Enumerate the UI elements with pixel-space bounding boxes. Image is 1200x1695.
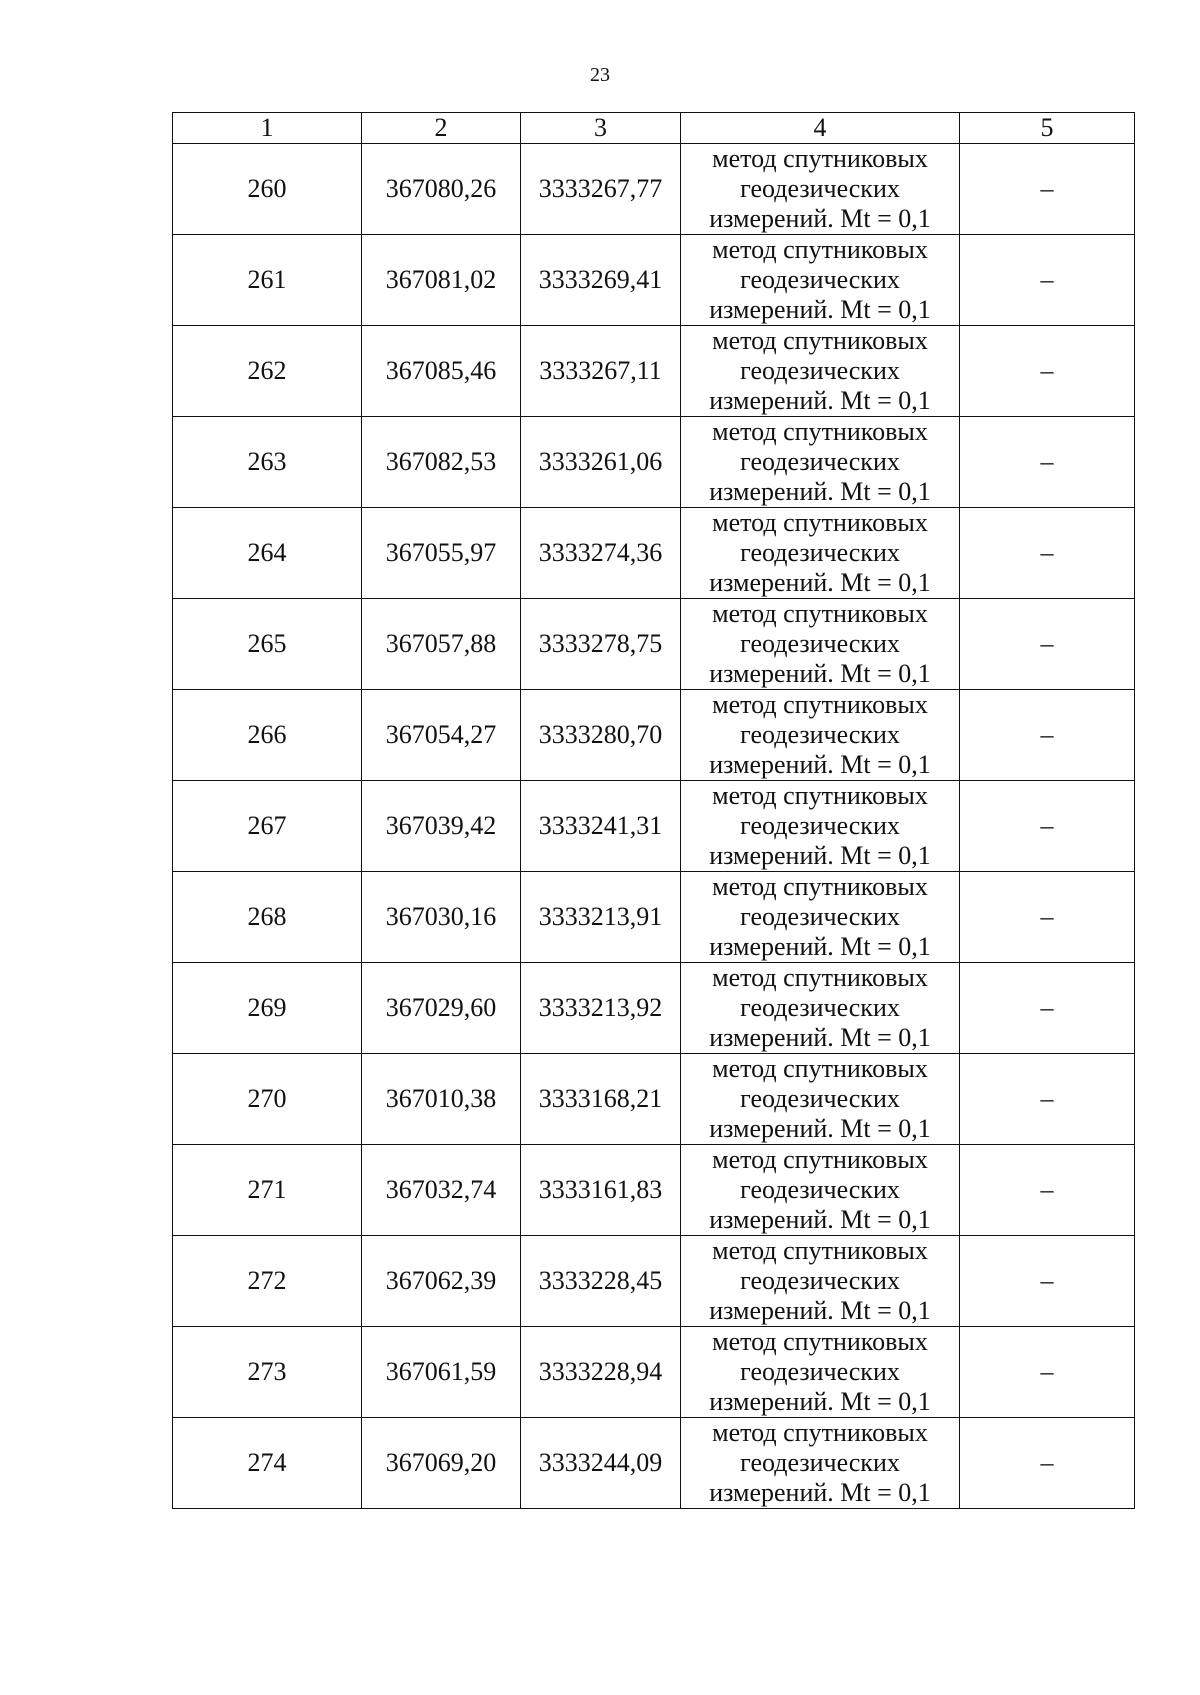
y-coordinate-cell: 3333261,06 <box>521 417 681 508</box>
method-line: геодезических <box>740 1357 900 1386</box>
note-cell: – <box>960 1054 1135 1145</box>
x-coordinate-cell: 367032,74 <box>362 1145 521 1236</box>
method-line: геодезических <box>740 1175 900 1204</box>
method-line: геодезических <box>740 538 900 567</box>
table-body <box>173 144 1135 1509</box>
method-cell <box>681 235 960 326</box>
point-number-cell: 271 <box>173 1145 362 1236</box>
method-line: метод спутниковых <box>712 1054 928 1083</box>
point-number-cell: 263 <box>173 417 362 508</box>
method-line: геодезических <box>740 902 900 931</box>
method-line: геодезических <box>740 356 900 385</box>
column-header-4: 4 <box>681 113 960 144</box>
method-line: измерений. Mt = 0,1 <box>709 386 931 415</box>
y-coordinate-cell: 3333168,21 <box>521 1054 681 1145</box>
method-line: метод спутниковых <box>712 872 928 901</box>
table-row <box>173 599 1135 690</box>
x-coordinate-cell: 367054,27 <box>362 690 521 781</box>
x-coordinate-cell: 367085,46 <box>362 326 521 417</box>
method-line: измерений. Mt = 0,1 <box>709 204 931 233</box>
y-coordinate-cell: 3333241,31 <box>521 781 681 872</box>
method-line: измерений. Mt = 0,1 <box>709 1296 931 1325</box>
method-line: геодезических <box>740 629 900 658</box>
method-line: измерений. Mt = 0,1 <box>709 932 931 961</box>
method-cell <box>681 144 960 235</box>
column-header-5: 5 <box>960 113 1135 144</box>
method-cell <box>681 599 960 690</box>
point-number-cell: 270 <box>173 1054 362 1145</box>
point-number-cell: 262 <box>173 326 362 417</box>
y-coordinate-cell: 3333228,45 <box>521 1236 681 1327</box>
point-number-cell: 265 <box>173 599 362 690</box>
method-line: измерений. Mt = 0,1 <box>709 750 931 779</box>
point-number-cell: 266 <box>173 690 362 781</box>
point-number-cell: 272 <box>173 1236 362 1327</box>
method-cell <box>681 1418 960 1509</box>
note-cell: – <box>960 1418 1135 1509</box>
column-header-3: 3 <box>521 113 681 144</box>
x-coordinate-cell: 367062,39 <box>362 1236 521 1327</box>
method-cell <box>681 781 960 872</box>
method-cell <box>681 963 960 1054</box>
point-number-cell: 264 <box>173 508 362 599</box>
table-row <box>173 872 1135 963</box>
note-cell: – <box>960 599 1135 690</box>
method-line: геодезических <box>740 993 900 1022</box>
y-coordinate-cell: 3333267,77 <box>521 144 681 235</box>
method-line: измерений. Mt = 0,1 <box>709 1478 931 1507</box>
y-coordinate-cell: 3333269,41 <box>521 235 681 326</box>
column-header-1: 1 <box>173 113 362 144</box>
note-cell: – <box>960 1236 1135 1327</box>
x-coordinate-cell: 367081,02 <box>362 235 521 326</box>
table-row <box>173 781 1135 872</box>
table-row <box>173 1054 1135 1145</box>
method-line: метод спутниковых <box>712 781 928 810</box>
note-cell: – <box>960 963 1135 1054</box>
x-coordinate-cell: 367029,60 <box>362 963 521 1054</box>
coordinates-table <box>172 112 1135 1509</box>
point-number-cell: 274 <box>173 1418 362 1509</box>
method-line: метод спутниковых <box>712 508 928 537</box>
method-line: геодезических <box>740 1448 900 1477</box>
method-cell <box>681 508 960 599</box>
x-coordinate-cell: 367082,53 <box>362 417 521 508</box>
y-coordinate-cell: 3333280,70 <box>521 690 681 781</box>
method-cell <box>681 326 960 417</box>
point-number-cell: 273 <box>173 1327 362 1418</box>
x-coordinate-cell: 367030,16 <box>362 872 521 963</box>
x-coordinate-cell: 367057,88 <box>362 599 521 690</box>
table-row <box>173 963 1135 1054</box>
y-coordinate-cell: 3333228,94 <box>521 1327 681 1418</box>
method-line: измерений. Mt = 0,1 <box>709 1205 931 1234</box>
x-coordinate-cell: 367010,38 <box>362 1054 521 1145</box>
method-line: метод спутниковых <box>712 417 928 446</box>
table-row <box>173 1145 1135 1236</box>
method-cell <box>681 1327 960 1418</box>
method-line: измерений. Mt = 0,1 <box>709 568 931 597</box>
method-line: геодезических <box>740 720 900 749</box>
x-coordinate-cell: 367061,59 <box>362 1327 521 1418</box>
y-coordinate-cell: 3333161,83 <box>521 1145 681 1236</box>
x-coordinate-cell: 367055,97 <box>362 508 521 599</box>
y-coordinate-cell: 3333213,92 <box>521 963 681 1054</box>
point-number-cell: 261 <box>173 235 362 326</box>
note-cell: – <box>960 235 1135 326</box>
point-number-cell: 267 <box>173 781 362 872</box>
note-cell: – <box>960 417 1135 508</box>
method-line: измерений. Mt = 0,1 <box>709 1387 931 1416</box>
table-row <box>173 1236 1135 1327</box>
method-line: геодезических <box>740 811 900 840</box>
point-number-cell: 260 <box>173 144 362 235</box>
method-line: метод спутниковых <box>712 1236 928 1265</box>
method-line: измерений. Mt = 0,1 <box>709 477 931 506</box>
table-row <box>173 235 1135 326</box>
y-coordinate-cell: 3333278,75 <box>521 599 681 690</box>
y-coordinate-cell: 3333267,11 <box>521 326 681 417</box>
method-line: метод спутниковых <box>712 326 928 355</box>
method-line: метод спутниковых <box>712 690 928 719</box>
method-line: геодезических <box>740 265 900 294</box>
header-row <box>173 113 1135 144</box>
method-line: метод спутниковых <box>712 1418 928 1447</box>
method-line: измерений. Mt = 0,1 <box>709 1023 931 1052</box>
y-coordinate-cell: 3333274,36 <box>521 508 681 599</box>
note-cell: – <box>960 326 1135 417</box>
method-cell <box>681 1145 960 1236</box>
coordinates-table-container <box>172 112 1134 1509</box>
method-line: метод спутниковых <box>712 1145 928 1174</box>
method-cell <box>681 417 960 508</box>
x-coordinate-cell: 367039,42 <box>362 781 521 872</box>
note-cell: – <box>960 781 1135 872</box>
note-cell: – <box>960 690 1135 781</box>
point-number-cell: 269 <box>173 963 362 1054</box>
method-line: измерений. Mt = 0,1 <box>709 295 931 324</box>
method-line: метод спутниковых <box>712 144 928 173</box>
y-coordinate-cell: 3333244,09 <box>521 1418 681 1509</box>
method-line: измерений. Mt = 0,1 <box>709 841 931 870</box>
method-line: геодезических <box>740 1084 900 1113</box>
note-cell: – <box>960 1145 1135 1236</box>
method-cell <box>681 1236 960 1327</box>
page-number: 23 <box>590 64 610 86</box>
method-line: метод спутниковых <box>712 963 928 992</box>
method-line: метод спутниковых <box>712 1327 928 1356</box>
note-cell: – <box>960 144 1135 235</box>
table-row <box>173 144 1135 235</box>
point-number-cell: 268 <box>173 872 362 963</box>
table-row <box>173 1327 1135 1418</box>
note-cell: – <box>960 1327 1135 1418</box>
method-cell <box>681 1054 960 1145</box>
table-row <box>173 326 1135 417</box>
note-cell: – <box>960 872 1135 963</box>
method-line: геодезических <box>740 447 900 476</box>
method-cell <box>681 872 960 963</box>
method-line: метод спутниковых <box>712 599 928 628</box>
x-coordinate-cell: 367069,20 <box>362 1418 521 1509</box>
method-line: измерений. Mt = 0,1 <box>709 1114 931 1143</box>
column-header-2: 2 <box>362 113 521 144</box>
table-row <box>173 508 1135 599</box>
method-line: геодезических <box>740 174 900 203</box>
table-row <box>173 1418 1135 1509</box>
x-coordinate-cell: 367080,26 <box>362 144 521 235</box>
y-coordinate-cell: 3333213,91 <box>521 872 681 963</box>
note-cell: – <box>960 508 1135 599</box>
method-cell <box>681 690 960 781</box>
method-line: метод спутниковых <box>712 235 928 264</box>
method-line: измерений. Mt = 0,1 <box>709 659 931 688</box>
table-row <box>173 417 1135 508</box>
table-row <box>173 690 1135 781</box>
method-line: геодезических <box>740 1266 900 1295</box>
